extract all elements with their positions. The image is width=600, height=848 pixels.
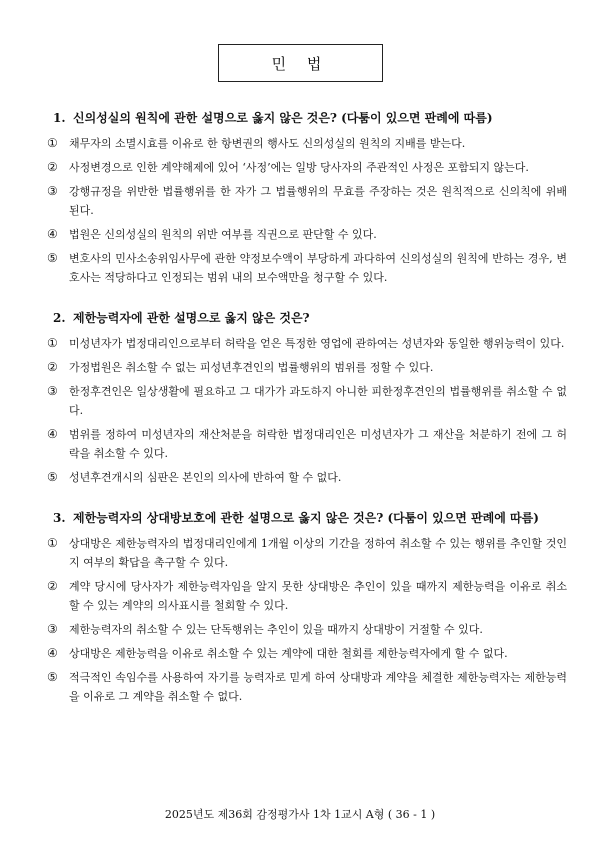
- option-text: 계약 당시에 당사자가 제한능력자임을 알지 못한 상대방은 추인이 있을 때까지 제한능력을 이유로 취소할 수 있는 계약의 의사표시를 철회할 수 있다.: [69, 580, 567, 612]
- option-mark: ②: [47, 160, 58, 174]
- option-mark: ③: [47, 622, 58, 636]
- option-mark: ⑤: [47, 470, 58, 484]
- question-text: 제한능력자에 관한 설명으로 옳지 않은 것은?: [73, 311, 310, 325]
- option-mark: ①: [47, 536, 58, 550]
- page-footer: 2025년도 제36회 감정평가사 1차 1교시 A형 ( 36 - 1 ): [164, 808, 436, 821]
- question-1: [47, 109, 567, 287]
- option-mark: ④: [47, 646, 58, 660]
- subject-title: 민 법: [218, 44, 383, 82]
- option-item: [47, 158, 567, 177]
- question-number: 3.: [53, 511, 66, 525]
- option-text: 법원은 신의성실의 원칙의 위반 여부를 직권으로 판단할 수 있다.: [69, 228, 377, 241]
- option-text: 사정변경으로 인한 계약해제에 있어 ‘사정’에는 일방 당사자의 주관적인 사정은 포함되지 않는다.: [69, 161, 529, 174]
- option-item: [47, 668, 567, 706]
- option-text: 변호사의 민사소송위임사무에 관한 약정보수액이 부당하게 과다하여 신의성실의 원칙에 반하는 경우, 변호사는 적당하다고 인정되는 범위 내의 보수액만을 청구할 수 있다.: [69, 252, 567, 284]
- option-item: [47, 620, 567, 639]
- option-mark: ①: [47, 136, 58, 150]
- option-mark: ④: [47, 427, 58, 441]
- question-text: 신의성실의 원칙에 관한 설명으로 옳지 않은 것은? (다툼이 있으면 판례에 따름): [73, 111, 493, 125]
- option-item: [47, 334, 567, 353]
- option-text: 상대방은 제한능력을 이유로 취소할 수 있는 계약에 대한 철회를 제한능력자에게 할 수 없다.: [69, 647, 508, 660]
- question-text: 제한능력자의 상대방보호에 관한 설명으로 옳지 않은 것은? (다툼이 있으면 판례에 따름): [73, 511, 539, 525]
- option-text: 범위를 정하여 미성년자의 재산처분을 허락한 법정대리인은 미성년자가 그 재산을 처분하기 전에 그 허락을 취소할 수 있다.: [69, 428, 567, 460]
- option-text: 채무자의 소멸시효를 이유로 한 항변권의 행사도 신의성실의 원칙의 지배를 받는다.: [69, 137, 466, 150]
- option-item: [47, 249, 567, 287]
- option-item: [47, 577, 567, 615]
- option-text: 강행규정을 위반한 법률행위를 한 자가 그 법률행위의 무효를 주장하는 것은 원칙적으로 신의칙에 위배된다.: [69, 185, 567, 217]
- question-heading: [47, 109, 567, 128]
- option-mark: ③: [47, 384, 58, 398]
- option-item: [47, 425, 567, 463]
- option-item: [47, 468, 567, 487]
- option-mark: ④: [47, 227, 58, 241]
- option-text: 미성년자가 법정대리인으로부터 허락을 얻은 특정한 영업에 관하여는 성년자와 동일한 행위능력이 있다.: [69, 337, 565, 350]
- option-item: [47, 534, 567, 572]
- option-mark: ⑤: [47, 670, 58, 684]
- option-mark: ②: [47, 360, 58, 374]
- question-number: 1.: [53, 111, 66, 125]
- option-item: [47, 134, 567, 153]
- option-item: [47, 382, 567, 420]
- question-3: [47, 509, 567, 706]
- option-mark: ⑤: [47, 251, 58, 265]
- option-item: [47, 644, 567, 663]
- question-number: 2.: [53, 311, 66, 325]
- option-mark: ①: [47, 336, 58, 350]
- option-text: 제한능력자의 취소할 수 있는 단독행위는 추인이 있을 때까지 상대방이 거절할 수 있다.: [69, 623, 483, 636]
- question-heading: [47, 509, 567, 528]
- question-2: [47, 309, 567, 487]
- option-text: 한정후견인은 일상생활에 필요하고 그 대가가 과도하지 아니한 피한정후견인의 법률행위를 취소할 수 없다.: [69, 385, 567, 417]
- option-text: 적극적인 속임수를 사용하여 자기를 능력자로 믿게 하여 상대방과 계약을 체결한 제한능력자는 제한능력을 이유로 그 계약을 취소할 수 없다.: [69, 671, 567, 703]
- questions-container: [47, 109, 567, 728]
- option-text: 상대방은 제한능력자의 법정대리인에게 1개월 이상의 기간을 정하여 취소할 수 있는 행위를 추인할 것인지 여부의 확답을 촉구할 수 있다.: [69, 537, 567, 569]
- option-text: 성년후견개시의 심판은 본인의 의사에 반하여 할 수 없다.: [69, 471, 342, 484]
- option-text: 가정법원은 취소할 수 없는 피성년후견인의 법률행위의 범위를 정할 수 있다.: [69, 361, 434, 374]
- question-heading: [47, 309, 567, 328]
- option-mark: ②: [47, 579, 58, 593]
- option-item: [47, 358, 567, 377]
- option-item: [47, 225, 567, 244]
- option-mark: ③: [47, 184, 58, 198]
- option-item: [47, 182, 567, 220]
